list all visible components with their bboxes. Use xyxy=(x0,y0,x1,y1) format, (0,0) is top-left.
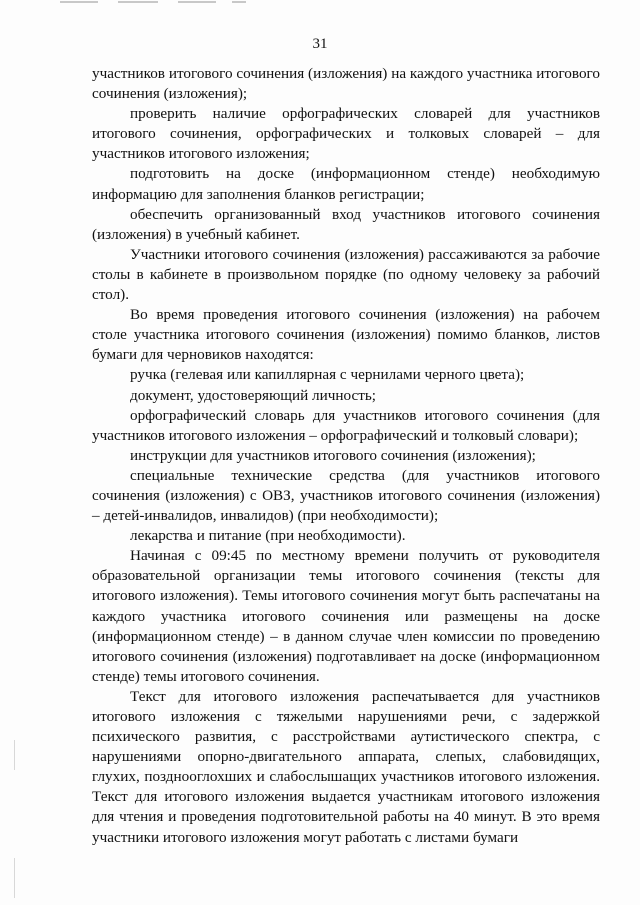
paragraph: обеспечить организованный вход участников итогового сочинения (изложения) в учебный кабинет. xyxy=(92,205,600,243)
list-item: документ, удостоверяющий личность; xyxy=(130,386,377,404)
list-item: лекарства и питание (при необходимости). xyxy=(130,527,406,545)
scan-edge-mark xyxy=(14,858,15,898)
page-number: 31 xyxy=(312,36,328,52)
paragraph: Во время проведения итогового сочинения (изложения) на рабочем столе участника итогового сочинения (изложения) помимо бланков, листов бумаги для черновиков находятся: xyxy=(92,306,600,364)
list-item: орфографический словарь для участников итогового сочинения (для участников итогового изложения – орфографический и толковый словари); xyxy=(92,406,600,444)
document-body xyxy=(92,64,600,848)
paragraph: участников итогового сочинения (изложения) на каждого участника итогового сочинения (изложения); xyxy=(92,65,600,103)
scan-top-marks xyxy=(0,0,640,6)
list-item: ручка (гелевая или капиллярная с чернилами черного цвета); xyxy=(130,366,525,384)
list-item: инструкции для участников итогового сочинения (изложения); xyxy=(130,446,536,464)
paragraph: Участники итогового сочинения (изложения) рассаживаются за рабочие столы в кабинете в произвольном порядке (по одному человеку за рабочий стол). xyxy=(92,245,600,304)
paragraph: подготовить на доске (информационном стенде) необходимую информацию для заполнения бланков регистрации; xyxy=(92,165,600,203)
list-item: специальные технические средства (для участников итогового сочинения (изложения) с ОВЗ, участников итогового сочинения (изложения) – детей-инвалидов, инвалидов) (при необходимости); xyxy=(92,466,600,525)
scan-edge-mark xyxy=(14,740,15,770)
paragraph: проверить наличие орфографических словарей для участников итогового сочинения, орфографических и толковых словарей – для участников итогового изложения; xyxy=(92,105,600,163)
paragraph: Текст для итогового изложения распечатывается для участников итогового изложения с тяжелыми нарушениями речи, с задержкой психического развития, с расстройствами аутистического спектра, с нарушениями опорно-двигательного аппарата, слепых, слабовидящих, глухих, позднооглохших и слабослышащих участников итогового изложения. Текст для итогового изложения выдается участникам итогового изложения для чтения и проведения подготовительной работы на 40 минут. В это время участники итогового изложения могут работать с листами бумаги xyxy=(92,687,600,846)
paragraph: Начиная с 09:45 по местному времени получить от руководителя образовательной организации темы итогового сочинения (тексты для итогового изложения). Темы итогового сочинения могут быть распечатаны на каждого участника итогового сочинения или размещены на доске (информационном стенде) – в данном случае член комиссии по проведению итогового сочинения (изложения) подготавливает на доске (информационном стенде) темы итогового сочинения. xyxy=(92,547,600,685)
